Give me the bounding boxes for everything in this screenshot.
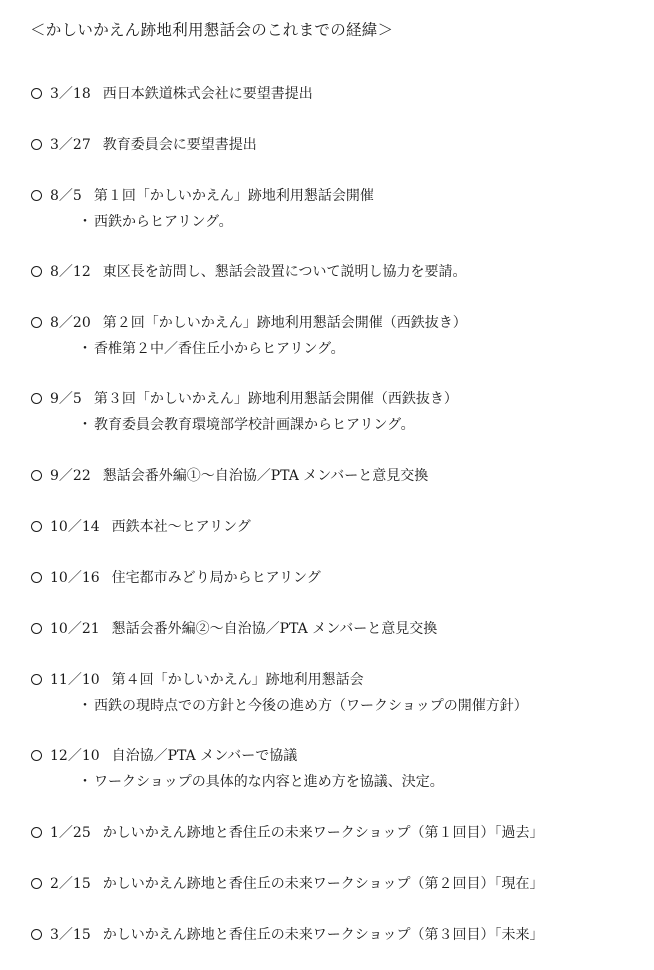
timeline-entry bbox=[31, 85, 313, 103]
timeline-entry bbox=[31, 747, 444, 791]
circle-icon bbox=[31, 190, 42, 201]
timeline-entry bbox=[31, 824, 543, 842]
timeline-entry bbox=[31, 390, 458, 434]
bullet-icon: ・ bbox=[78, 214, 92, 230]
circle-icon bbox=[31, 827, 42, 838]
timeline-entry bbox=[31, 136, 257, 154]
circle-icon bbox=[31, 674, 42, 685]
circle-icon bbox=[31, 266, 42, 277]
circle-icon bbox=[31, 750, 42, 761]
circle-icon bbox=[31, 139, 42, 150]
entry-date: 1／25 bbox=[50, 825, 91, 841]
circle-icon bbox=[31, 623, 42, 634]
circle-icon bbox=[31, 878, 42, 889]
circle-icon bbox=[31, 521, 42, 532]
entry-date: 3／15 bbox=[50, 927, 91, 943]
entry-date: 8／12 bbox=[50, 264, 91, 280]
timeline-entry bbox=[31, 518, 251, 536]
entry-subtext: 西鉄の現時点での方針と今後の進め方（ワークショップの開催方針） bbox=[94, 698, 528, 714]
entry-text: 自治協／PTA メンバーで協議 bbox=[111, 748, 298, 764]
bullet-icon: ・ bbox=[78, 774, 92, 790]
entry-subtext: ワークショップの具体的な内容と進め方を協議、決定。 bbox=[94, 774, 444, 790]
bullet-icon: ・ bbox=[78, 417, 92, 433]
entry-date: 3／27 bbox=[50, 137, 91, 153]
entry-date: 10／14 bbox=[50, 519, 100, 535]
timeline-entry bbox=[31, 263, 466, 281]
entry-text: 第３回「かしいかえん」跡地利用懇話会開催（西鉄抜き） bbox=[93, 391, 458, 407]
entry-date: 10／21 bbox=[50, 621, 100, 637]
entry-date: 9／5 bbox=[50, 391, 82, 407]
entry-text: 懇話会番外編②～自治協／PTA メンバーと意見交換 bbox=[111, 621, 438, 637]
entry-text: 第２回「かしいかえん」跡地利用懇話会開催（西鉄抜き） bbox=[102, 315, 467, 331]
entry-date: 11／10 bbox=[50, 672, 100, 688]
circle-icon bbox=[31, 317, 42, 328]
circle-icon bbox=[31, 929, 42, 940]
entry-text: 西日本鉄道株式会社に要望書提出 bbox=[102, 86, 313, 102]
bullet-icon: ・ bbox=[78, 341, 92, 357]
timeline-entry bbox=[31, 620, 437, 638]
entry-text: かしいかえん跡地と香住丘の未来ワークショップ（第２回目）「現在」 bbox=[102, 876, 544, 892]
entry-date: 8／5 bbox=[50, 188, 82, 204]
circle-icon bbox=[31, 470, 42, 481]
entry-subtext: 西鉄からヒアリング。 bbox=[94, 214, 233, 230]
circle-icon bbox=[31, 393, 42, 404]
entry-text: 懇話会番外編①～自治協／PTA メンバーと意見交換 bbox=[102, 468, 429, 484]
timeline-entry bbox=[31, 314, 467, 358]
entry-subtext: 教育委員会教育環境部学校計画課からヒアリング。 bbox=[94, 417, 415, 433]
entry-date: 2／15 bbox=[50, 876, 91, 892]
entry-text: 第１回「かしいかえん」跡地利用懇話会開催 bbox=[93, 188, 374, 204]
entry-subtext: 香椎第２中／香住丘小からヒアリング。 bbox=[94, 341, 345, 357]
entry-text: 西鉄本社～ヒアリング bbox=[111, 519, 251, 535]
timeline-entry bbox=[31, 671, 528, 715]
entry-date: 10／16 bbox=[50, 570, 100, 586]
entry-date: 9／22 bbox=[50, 468, 91, 484]
timeline-entry bbox=[31, 569, 321, 587]
entry-date: 12／10 bbox=[50, 748, 100, 764]
timeline-entry bbox=[31, 467, 428, 485]
entry-text: かしいかえん跡地と香住丘の未来ワークショップ（第１回目）「過去」 bbox=[102, 825, 544, 841]
timeline-entry bbox=[31, 187, 374, 231]
entry-text: 教育委員会に要望書提出 bbox=[102, 137, 257, 153]
circle-icon bbox=[31, 572, 42, 583]
entry-text: 第４回「かしいかえん」跡地利用懇話会 bbox=[111, 672, 364, 688]
entry-text: かしいかえん跡地と香住丘の未来ワークショップ（第３回目）「未来」 bbox=[102, 927, 544, 943]
bullet-icon: ・ bbox=[78, 698, 92, 714]
entry-date: 3／18 bbox=[50, 86, 91, 102]
entry-date: 8／20 bbox=[50, 315, 91, 331]
timeline-entry bbox=[31, 926, 543, 944]
page-title: ＜かしいかえん跡地利用懇話会のこれまでの経緯＞ bbox=[30, 21, 394, 39]
entry-text: 東区長を訪問し、懇話会設置について説明し協力を要請。 bbox=[102, 264, 467, 280]
entry-text: 住宅都市みどり局からヒアリング bbox=[111, 570, 321, 586]
circle-icon bbox=[31, 88, 42, 99]
timeline-entry bbox=[31, 875, 543, 893]
